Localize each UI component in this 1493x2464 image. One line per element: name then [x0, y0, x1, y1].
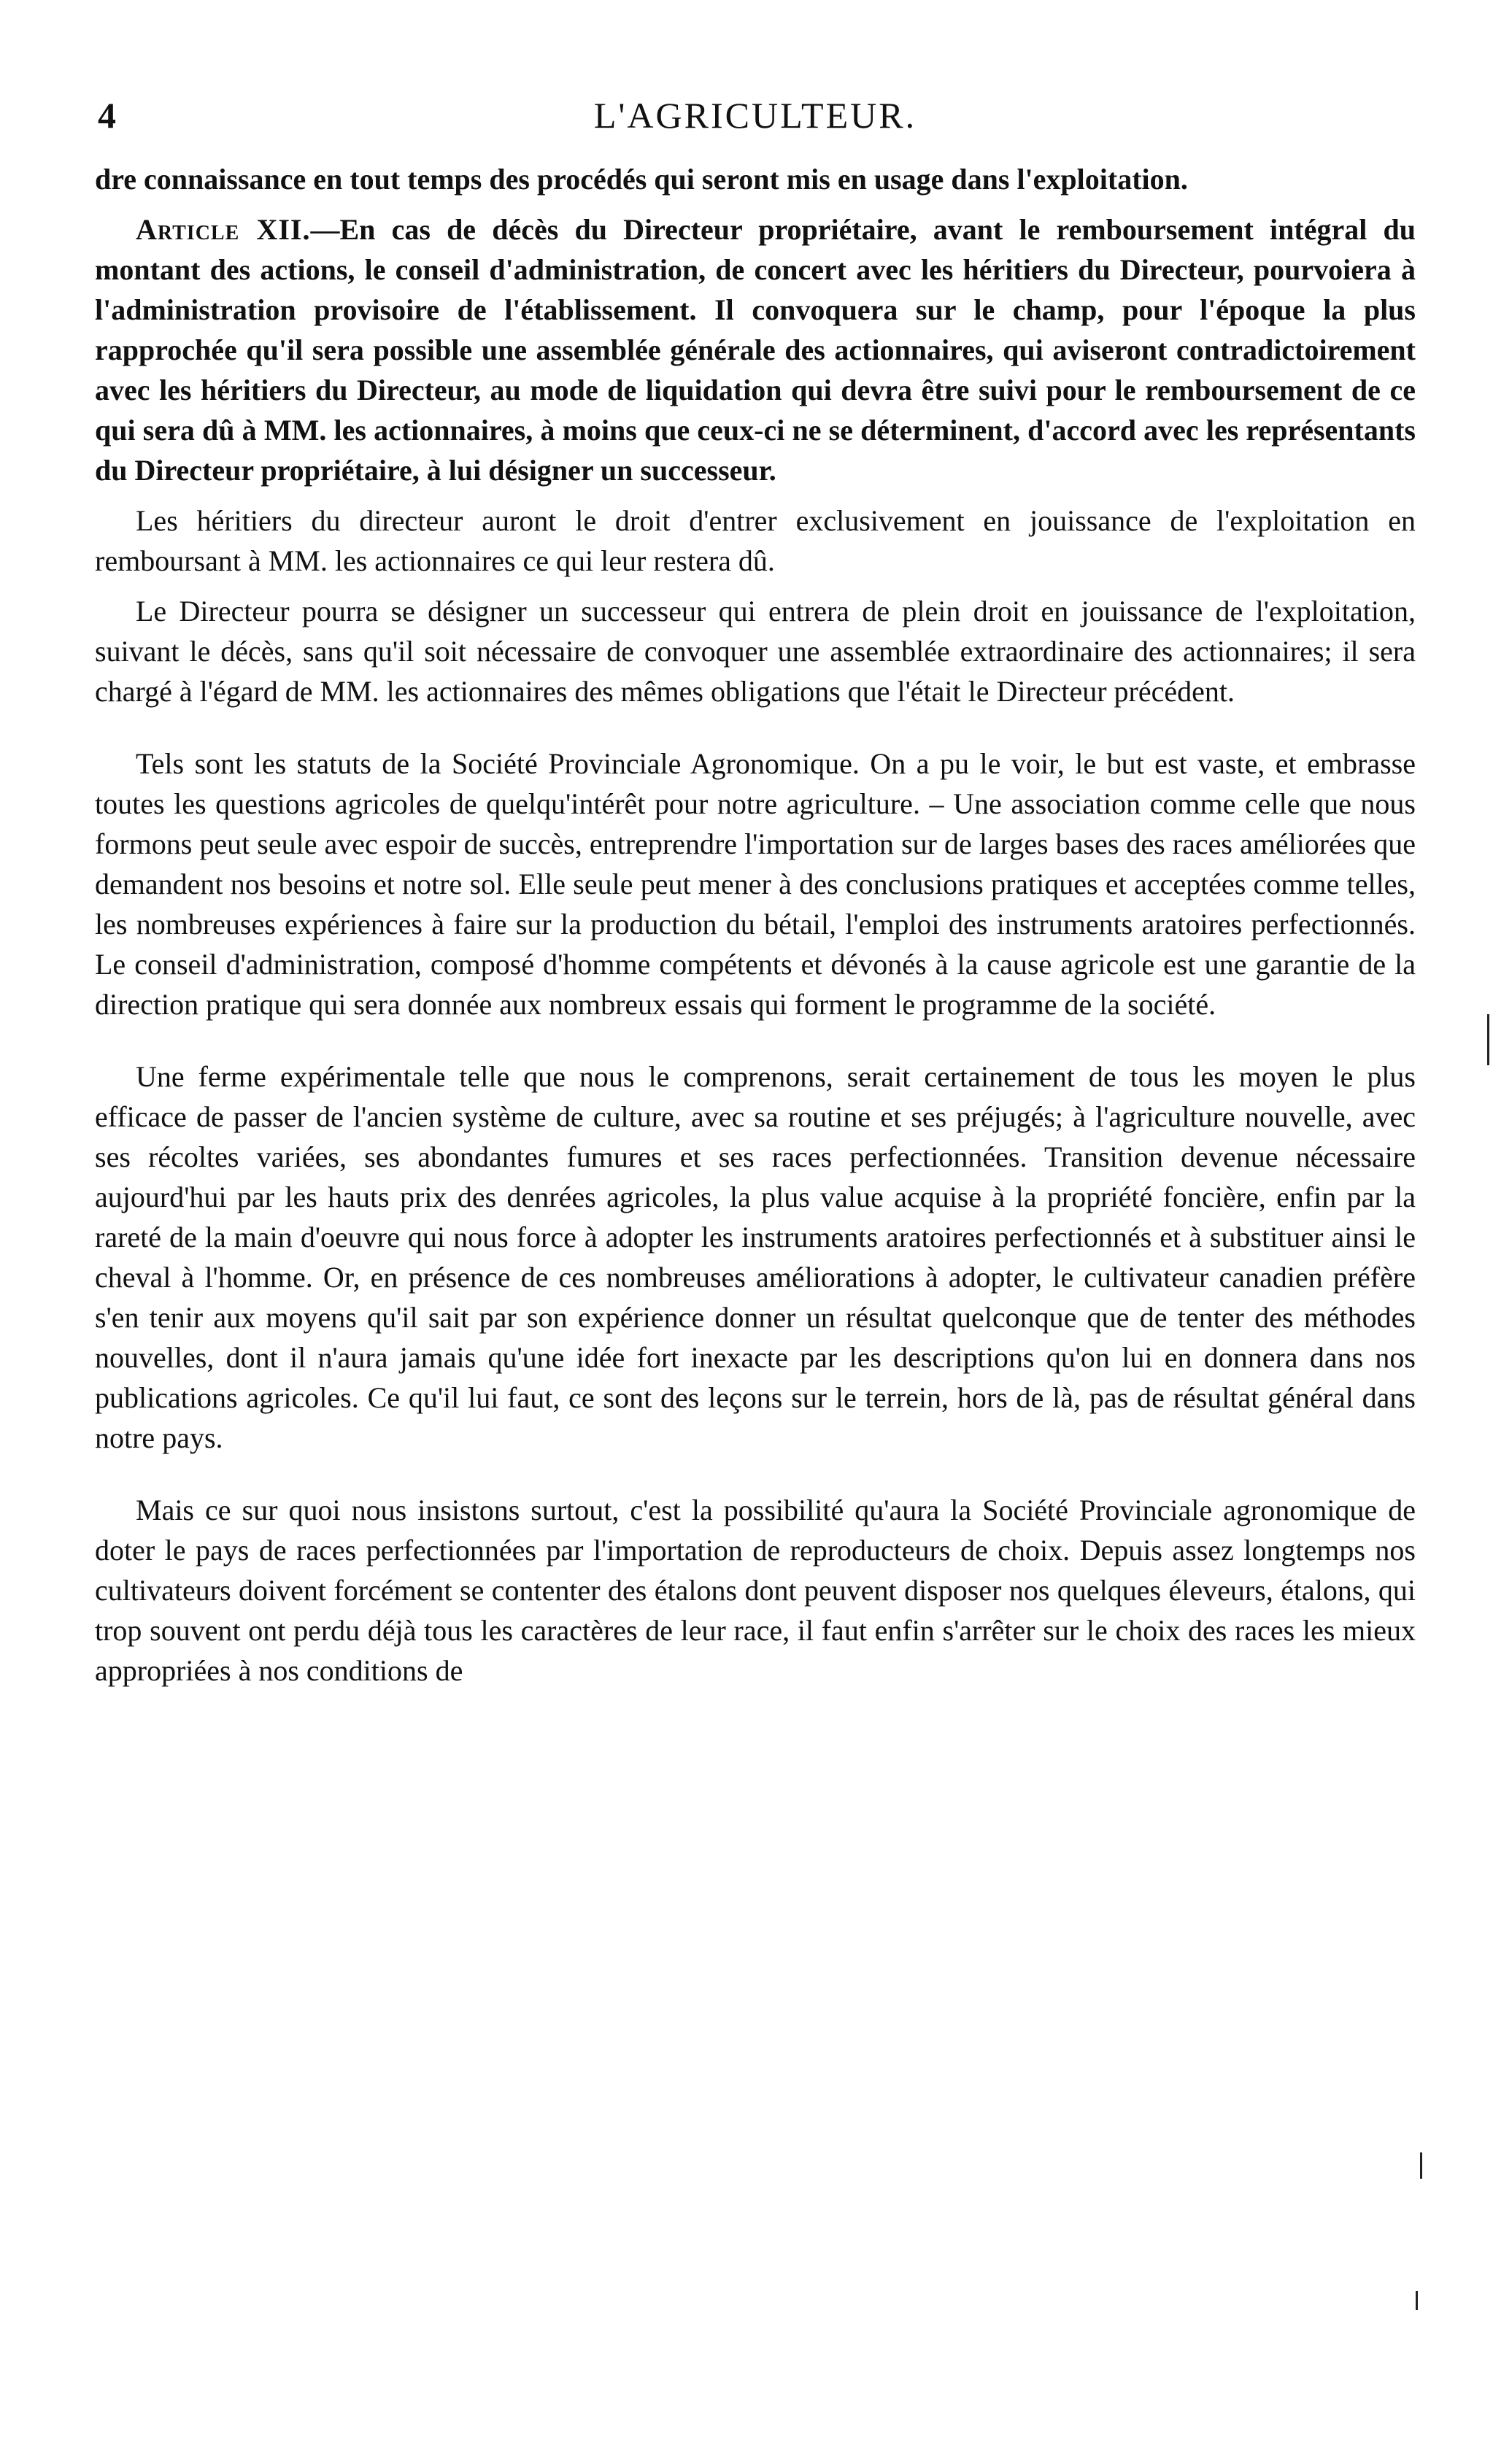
page-number: 4	[98, 95, 116, 136]
page-header	[95, 93, 1416, 159]
paragraph-breeding	[95, 1490, 1416, 1691]
paragraph-text: Mais ce sur quoi nous insistons surtout, c'est la possibilité qu'aura la Société Provinciale agronomique de doter le pays de races perfectionnées par l'importation de reproducteurs de choix. Depuis assez longtemps nos cultivateurs doivent forcément se contenter des étalons dont peuvent disposer nos quelques éleveurs, étalons, qui trop souvent ont perdu déjà tous les caractères de leur race, il faut enfin s'arrêter sur le choix des races les mieux appropriées à nos conditions de	[95, 1494, 1416, 1687]
article-label: Article XII.	[136, 213, 311, 246]
body-text	[95, 159, 1416, 1691]
margin-rule-mark	[1420, 2152, 1422, 2179]
paragraph-continuation	[95, 159, 1416, 199]
paragraph-text: Une ferme expérimentale telle que nous le comprenons, serait certainement de tous les moyen le plus efficace de passer de l'ancien système de culture, avec sa routine et ses préjugés; à l'agriculture nouvelle, avec ses récoltes variées, ses abondantes fumures et ses races perfectionnées. Transition devenue nécessaire aujourd'hui par les hauts prix des denrées agricoles, la plus value acquise à la propriété foncière, enfin par la rareté de la main d'oeuvre qui nous force à adopter les instruments aratoires perfectionnés et à substituer ainsi le cheval à l'homme. Or, en présence de ces nombreuses améliorations à adopter, le cultivateur canadien préfère s'en tenir aux moyens qu'il sait par son expérience donner un résultat quelconque que de tenter des méthodes nouvelles, dont il n'aura jamais qu'une idée fort inexacte par les descriptions qu'on lui en donnera dans nos publications agricoles. Ce qu'il lui faut, ce sont des leçons sur le terrein, hors de là, pas de résultat général dans notre pays.	[95, 1060, 1416, 1454]
running-title: L'AGRICULTEUR.	[593, 95, 917, 136]
paragraph-text: dre connaissance en tout temps des procédés qui seront mis en usage dans l'exploitation.	[95, 163, 1188, 196]
paragraph-text: —En cas de décès du Directeur propriétaire, avant le remboursement intégral du montant des actions, le conseil d'administration, de concert avec les héritiers du Directeur, pourvoiera à l'administration provisoire de l'établissement. Il convoquera sur le champ, pour l'époque la plus rapprochée qu'il sera possible une assemblée générale des actionnaires, qui aviseront contradictoirement avec les héritiers du Directeur, au mode de liquidation qui devra être suivi pour le remboursement de ce qui sera dû à MM. les actionnaires, à moins que ceux-ci ne se déterminent, d'accord avec les représentants du Directeur propriétaire, à lui désigner un successeur.	[95, 213, 1416, 487]
paragraph-text: Tels sont les statuts de la Société Provinciale Agronomique. On a pu le voir, le but est vaste, et embrasse toutes les questions agricoles de quelqu'intérêt pour notre agriculture. – Une association comme celle que nous formons peut seule avec espoir de succès, entreprendre l'importation sur de larges bases des races améliorées que demandent nos besoins et notre sol. Elle seule peut mener à des conclusions pratiques et acceptées comme telles, les nombreuses expériences à faire sur la production du bétail, l'emploi des instruments aratoires perfectionnés. Le conseil d'administration, composé d'homme compétents et dévonés à la cause agricole est une garantie de la direction pratique qui sera donnée aux nombreux essais qui forment le programme de la société.	[95, 747, 1416, 1021]
paragraph-experimental-farm	[95, 1057, 1416, 1458]
margin-rule-mark	[1416, 2291, 1418, 2310]
paragraph-text: Les héritiers du directeur auront le droit d'entrer exclusivement en jouissance de l'exploitation en remboursant à MM. les actionnaires ce qui leur restera dû.	[95, 504, 1416, 577]
document-page	[95, 93, 1416, 1691]
paragraph-article-xii	[95, 209, 1416, 490]
paragraph-successor	[95, 591, 1416, 711]
margin-rule-mark	[1487, 1014, 1489, 1065]
paragraph-text: Le Directeur pourra se désigner un successeur qui entrera de plein droit en jouissance de l'exploitation, suivant le décès, sans qu'il soit nécessaire de convoquer une assemblée extraordinaire des actionnaires; il sera chargé à l'égard de MM. les actionnaires des mêmes obligations que l'était le Directeur précédent.	[95, 595, 1416, 708]
paragraph-statutes	[95, 744, 1416, 1024]
paragraph-heirs	[95, 501, 1416, 581]
